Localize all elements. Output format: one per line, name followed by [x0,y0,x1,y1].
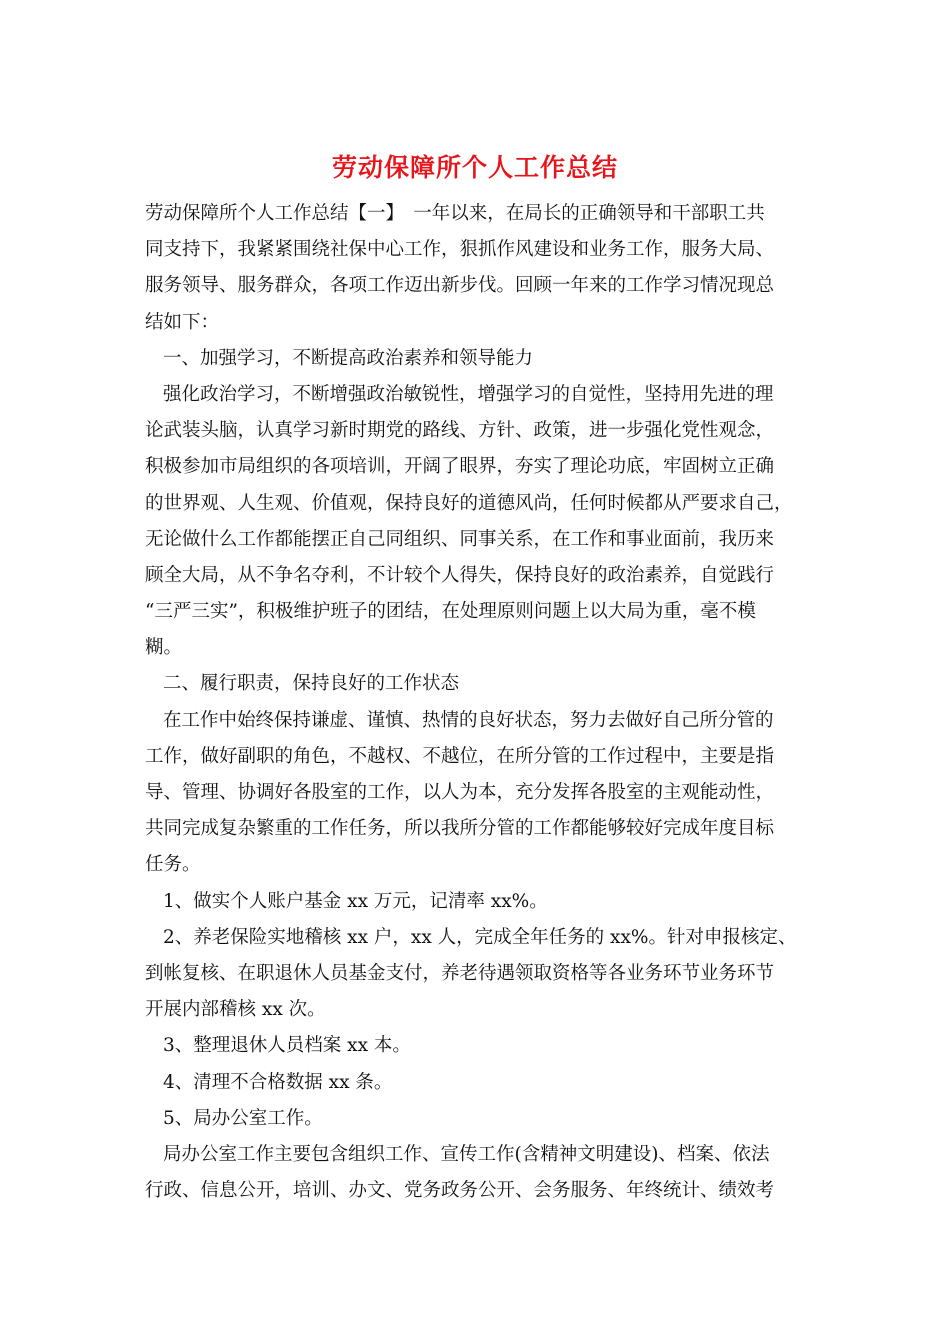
body-line: 糊。 [145,637,183,659]
body-line: 局办公室工作主要包含组织工作、宣传工作(含精神文明建设)、档案、依法 [163,1143,770,1165]
body-line: 在工作中始终保持谦虚、谨慎、热情的良好状态，努力去做好自己所分管的 [163,709,774,731]
body-line: 共同完成复杂繁重的工作任务，所以我所分管的工作都能够较好完成年度目标 [145,818,775,840]
body-line: 导、管理、协调好各股室的工作，以人为本，充分发挥各股室的主观能动性， [145,782,775,803]
body-line: 任务。 [145,854,201,876]
body-line: 劳动保障所个人工作总结【一】 一年以来，在局长的正确领导和干部职工共 [145,203,765,224]
body-line: 工作，做好副职的角色，不越权、不越位，在所分管的工作过程中，主要是指 [145,745,775,767]
body-line: 积极参加市局组织的各项培训，开阔了眼界，夯实了理论功底，牢固树立正确 [145,456,775,478]
body-line: 1、做实个人账户基金 xx 万元，记清率 xx%。 [163,890,548,912]
body-line: “三严三实”，积极维护班子的团结，在处理原则问题上以大局为重，毫不模 [145,601,756,623]
body-line: 强化政治学习，不断增强政治敏锐性，增强学习的自觉性，坚持用先进的理 [163,383,774,405]
body-line: 论武装头脑，认真学习新时期党的路线、方针、政策，进一步强化党性观念， [145,420,775,442]
body-line: 二、履行职责，保持良好的工作状态 [163,673,460,695]
body-line: 到帐复核、在职退休人员基金支付，养老待遇领取资格等各业务环节业务环节 [145,962,775,984]
body-line: 4、清理不合格数据 xx 条。 [163,1071,393,1093]
body-line: 2、养老保险实地稽核 xx 户，xx 人，完成全年任务的 xx%。针对申报核定、 [163,926,797,948]
body-line: 开展内部稽核 xx 次。 [145,999,326,1021]
body-line: 结如下： [145,311,220,333]
document-body [145,196,810,1209]
body-line: 同支持下，我紧紧围绕社保中心工作，狠抓作风建设和业务工作，服务大局、 [145,239,775,261]
body-line: 顾全大局，从不争名夺利，不计较个人得失，保持良好的政治素养，自觉践行 [145,564,775,586]
body-line: 3、整理退休人员档案 xx 本。 [163,1035,411,1057]
body-line: 无论做什么工作都能摆正自己同组织、同事关系，在工作和事业面前，我历来 [145,528,775,550]
body-line: 服务领导、服务群众，各项工作迈出新步伐。回顾一年来的工作学习情况现总 [145,275,775,297]
body-line: 行政、信息公开，培训、办文、党务政务公开、会务服务、年终统计、绩效考 [145,1180,775,1202]
document-title: 劳动保障所个人工作总结 [331,153,618,182]
body-line: 一、加强学习，不断提高政治素养和领导能力 [163,347,534,369]
body-line: 的世界观、人生观、价值观，保持良好的道德风尚，任何时候都从严要求自己， [145,492,793,514]
body-line: 5、局办公室工作。 [163,1107,323,1129]
